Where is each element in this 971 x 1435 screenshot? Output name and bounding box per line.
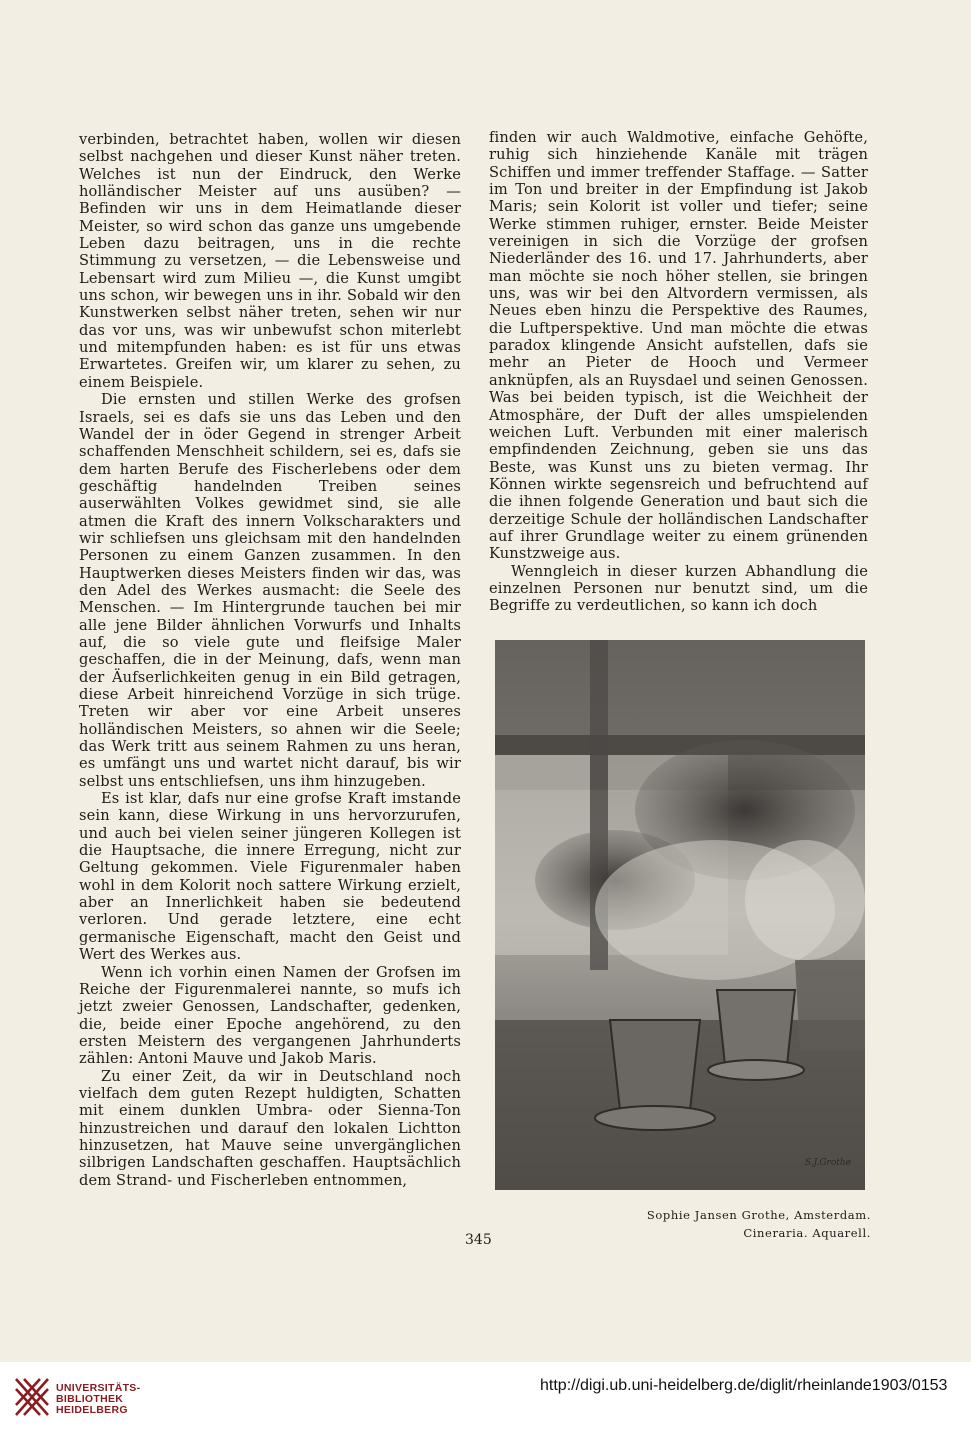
library-name-line: UNIVERSITÄTS- xyxy=(56,1382,141,1394)
paragraph: Die ernsten und stillen Werke des grofsen Israels, sei es dafs sie uns das Leben und den Wandel der in öder Gegend in strenger Arbeit schaffenden Menschheit schildern, sei es, dafs sie dem harten Berufe des Fischerlebens oder dem geschäftig handelnden Treiben seines auserwählten Volkes gewidmet sind, sie alle atmen die Kraft des innern Volkscharakters und wir schliefsen uns gleichsam mit den handelnden Personen zu einem Ganzen zusammen. In den Hauptwerken dieses Meisters finden wir das, was den Adel des Werkes ausmacht: die Seele des Menschen. — Im Hintergrunde tauchen bei mir alle jene Bilder ähnlichen Vorwurfs und Inhalts auf, die so viele gute und fleifsige Maler geschaffen, die in der Meinung, dafs, wenn man der Äufserlichkeiten genug in ein Bild getragen, diese Arbeit hinreichend Vorzüge in sich trüge. Treten wir aber vor eine Arbeit unseres holländischen Meisters, so ahnen wir die Seele; das Werk tritt aus seinem Rahmen zu uns heran, es umfängt uns und wartet nicht darauf, bis wir selbst uns entschliefsen, uns ihm hinzugeben. xyxy=(79,391,461,790)
paragraph: Wenn ich vorhin einen Namen der Grofsen im Reiche der Figurenmalerei nannte, so mufs ich jetzt zweier Genossen, Landschafter, gedenken, die, beide einer Epoche angehörend, zu den ersten Meistern des vergangenen Jahrhunderts zählen: Antoni Mauve und Jakob Maris. xyxy=(79,963,461,1068)
footer-bar xyxy=(0,1362,971,1435)
artist-signature: S.J.Grothe xyxy=(804,1158,851,1168)
library-logo-icon xyxy=(12,1375,52,1419)
permalink-url[interactable]: http://digi.ub.uni-heidelberg.de/diglit/rheinlande1903/0153 xyxy=(540,1377,948,1394)
text-column-left xyxy=(79,131,461,1189)
figure-caption-artist: Sophie Jansen Grothe, Amsterdam. xyxy=(646,1208,871,1222)
library-name xyxy=(56,1383,140,1416)
paragraph: finden wir auch Waldmotive, einfache Gehöfte, ruhig sich hinziehende Kanäle mit trägen Schiffen und immer treffender Staffage. — Satter im Ton und breiter in der Empfindung ist Jakob Maris; sein Kolorit ist voller und tiefer; seine Werke stimmen ruhiger, ernster. Beide Meister vereinigen in sich die Vorzüge der grofsen Niederländer des 16. und 17. Jahrhunderts, aber man möchte sie noch höher stellen, sie bringen uns, was wir bei den Altvordern vermissen, als Neues eben hinzu die Perspektive des Raumes, die Luftperspektive. Und man möchte die etwas paradox klingende Ansicht aufstellen, dafs sie mehr an Pieter de Hooch und Vermeer anknüpfen, als an Ruysdael und seinen Genossen. Was bei beiden typisch, ist die Weichheit der Atmosphäre, der Duft der alles umspielenden weichen Luft. Verbunden mit einer malerisch empfindenden Zeichnung, geben sie uns das Beste, was Kunst uns zu bieten vermag. Ihr Können wirkte segensreich und befruchtend auf die ihnen folgende Generation und baut sich die derzeitige Schule der holländischen Landschafter auf ihrer Grundlage weiter zu einem grünenden Kunstzweige aus. xyxy=(489,129,868,563)
library-name-line: BIBLIOTHEK xyxy=(56,1393,124,1405)
paragraph: verbinden, betrachtet haben, wollen wir diesen selbst nachgehen und dieser Kunst näher treten. Welches ist nun der Eindruck, den Werke holländischer Meister auf uns ausüben? — Befinden wir uns in dem Heimatlande dieser Meister, so wird schon das ganze uns umgebende Leben dazu beitragen, uns in die rechte Stimmung zu versetzen, — die Lebensweise und Lebensart wird zum Milieu —, die Kunst umgibt uns schon, wir bewegen uns in ihr. Sobald wir den Kunstwerken selbst näher treten, sehen wir nur das vor uns, was wir unbewufst schon miterlebt und mitempfunden haben: es ist für uns etwas Erwartetes. Greifen wir, um klarer zu sehen, zu einem Beispiele. xyxy=(79,131,461,391)
cineraria-watercolor-illustration xyxy=(495,640,865,1190)
paragraph: Es ist klar, dafs nur eine grofse Kraft imstande sein kann, diese Wirkung in uns hervorzurufen, und auch bei vielen seiner jüngeren Kollegen ist die Hauptsache, die innere Erregung, nicht zur Geltung gekommen. Viele Figurenmaler haben wohl in dem Kolorit noch sattere Wirkung erzielt, aber an Innerlichkeit haben sie bedeutend verloren. Und gerade letztere, eine echt germanische Eigenschaft, macht den Geist und Wert des Werkes aus. xyxy=(79,790,461,964)
page-number: 345 xyxy=(465,1232,492,1248)
paragraph: Zu einer Zeit, da wir in Deutschland noch vielfach dem guten Rezept huldigten, Schatten mit einem dunklen Umbra- oder Sienna-Ton hinzustreichen und darauf den lokalen Lichtton hinzusetzen, hat Mauve seine unvergänglichen silbrigen Landschaften geschaffen. Hauptsächlich dem Strand- und Fischerleben entnommen, xyxy=(79,1067,461,1189)
library-name-line: HEIDELBERG xyxy=(56,1404,128,1416)
paragraph: Wenngleich in dieser kurzen Abhandlung die einzelnen Personen nur benutzt sind, um die Begriffe zu verdeutlichen, so kann ich doch xyxy=(489,562,868,615)
illustration-image xyxy=(495,640,865,1190)
text-column-right xyxy=(489,129,868,615)
figure-caption-title: Cineraria. Aquarell. xyxy=(743,1226,871,1240)
